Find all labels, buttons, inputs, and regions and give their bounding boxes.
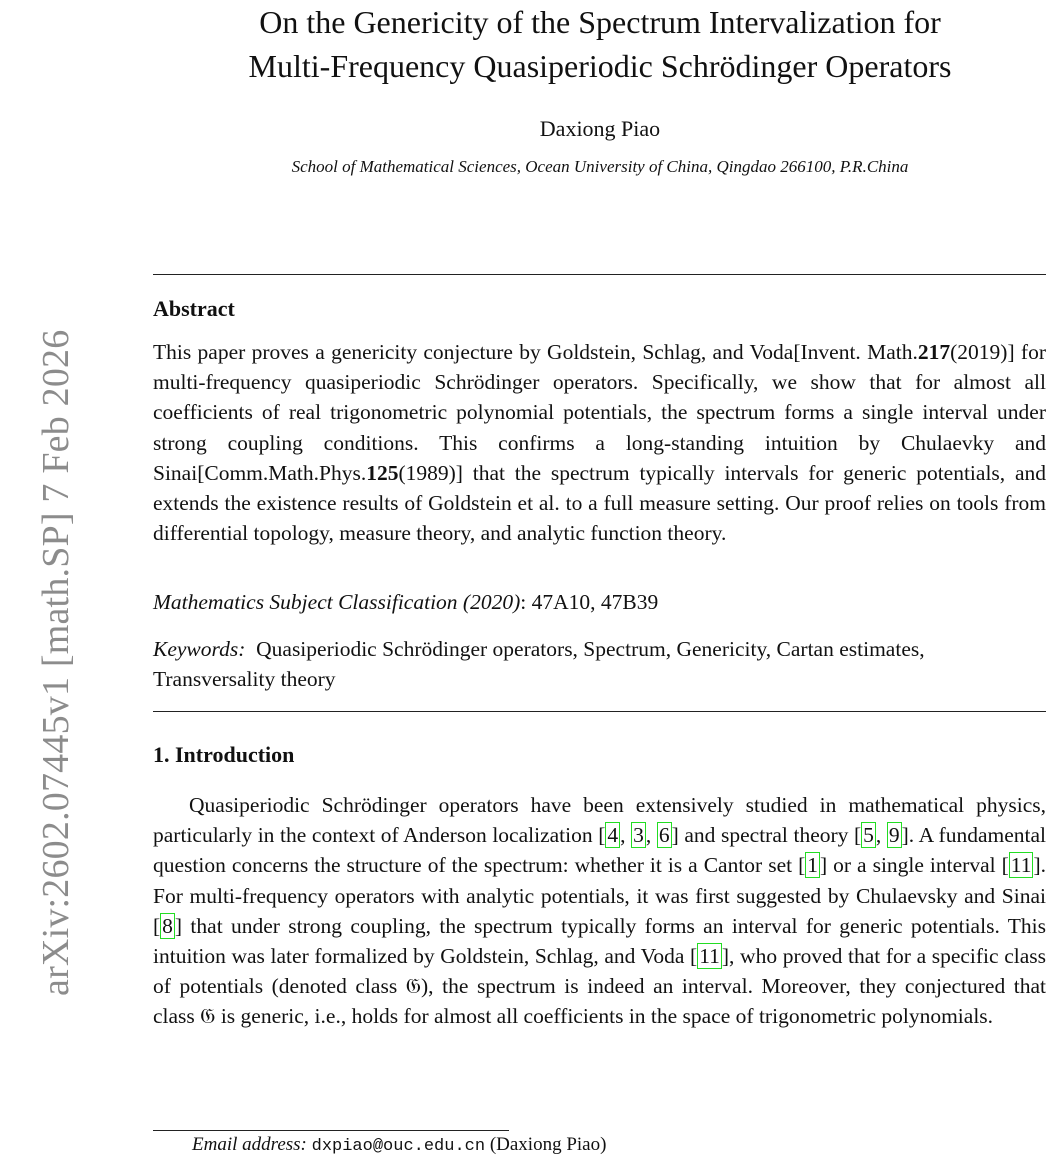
keywords <box>153 634 1046 694</box>
email-label: Email address: <box>192 1134 307 1155</box>
arxiv-stamp <box>0 0 77 1161</box>
keywords-label: Keywords: <box>153 637 246 661</box>
arxiv-identifier: arXiv:2602.07445v1 [math.SP] 7 Feb 2026 <box>35 329 77 996</box>
email-owner: (Daxiong Piao) <box>489 1134 607 1155</box>
msc-label: Mathematics Subject Classification (2020) <box>153 590 521 614</box>
abstract-text: This paper proves a genericity conjecture by Goldstein, Schlag, and Voda[Invent. Math.217(2019)] for multi-frequency quasiperiodic Schrödinger operators. Specifically, we show that for almost all coefficients of real trigonometric polynomial potentials, the spectrum forms a single interval under strong coupling conditions. This confirms a long-standing intuition by Chulaevky and Sinai[Comm.Math.Phys.125(1989)] that the spectrum typically intervals for generic potentials, and extends the existence results of Goldstein et al. to a full measure setting. Our proof relies on tools from differential topology, measure theory, and analytic function theory. <box>153 340 1046 546</box>
citation-link[interactable]: 3 <box>633 823 644 848</box>
citation-link[interactable]: 5 <box>863 823 874 848</box>
msc-classification <box>153 590 1046 615</box>
citation-link[interactable]: 8 <box>162 913 173 938</box>
footnote-email <box>192 1134 606 1156</box>
citation-link[interactable]: 11 <box>699 944 720 969</box>
title-line-1: On the Genericity of the Spectrum Intervalization for <box>259 4 941 40</box>
citation-link[interactable]: 11 <box>1010 853 1032 878</box>
abstract-bottom-rule <box>153 711 1046 712</box>
footnote-rule <box>153 1130 509 1131</box>
introduction-paragraph: Quasiperiodic Schrödinger operators have been extensively studied in mathematical physics, particularly in the context of Anderson localization [4, 3, 6] and spectral theory [5, 9]. A fundamental question concerns the structure of the spectrum: whether it is a Cantor set [1] or a single interval [11]. For multi-frequency operators with analytic potentials, it was first suggested by Chulaevsky and Sinai [8] that under strong coupling, the spectrum typically forms an interval for generic potentials. This intuition was later formalized by Goldstein, Schlag, and Voda [11], who proved that for a specific class of potentials (denoted class 𝔊), the spectrum is indeed an interval. Moreover, they conjectured that class 𝔊 is generic, i.e., holds for almost all coefficients in the space of trigonometric polynomials. <box>153 793 1046 1029</box>
title-line-2: Multi-Frequency Quasiperiodic Schrödinger Operators <box>248 48 952 84</box>
email-address[interactable]: dxpiao@ouc.edu.cn <box>311 1137 486 1156</box>
msc-codes: : 47A10, 47B39 <box>520 590 659 614</box>
author-affiliation: School of Mathematical Sciences, Ocean University of China, Qingdao 266100, P.R.China <box>291 157 909 176</box>
citation-link[interactable]: 1 <box>807 853 818 878</box>
section-heading-introduction: 1. Introduction <box>153 742 295 767</box>
citation-link[interactable]: 4 <box>607 823 619 848</box>
author-name: Daxiong Piao <box>539 116 661 141</box>
abstract-heading: Abstract <box>153 296 235 321</box>
abstract-top-rule <box>153 274 1046 275</box>
citation-link[interactable]: 9 <box>888 823 900 848</box>
paper-title <box>150 0 1046 88</box>
keywords-list: Quasiperiodic Schrödinger operators, Spectrum, Genericity, Cartan estimates, Transversality theory <box>153 637 925 691</box>
citation-link[interactable]: 6 <box>658 823 670 848</box>
